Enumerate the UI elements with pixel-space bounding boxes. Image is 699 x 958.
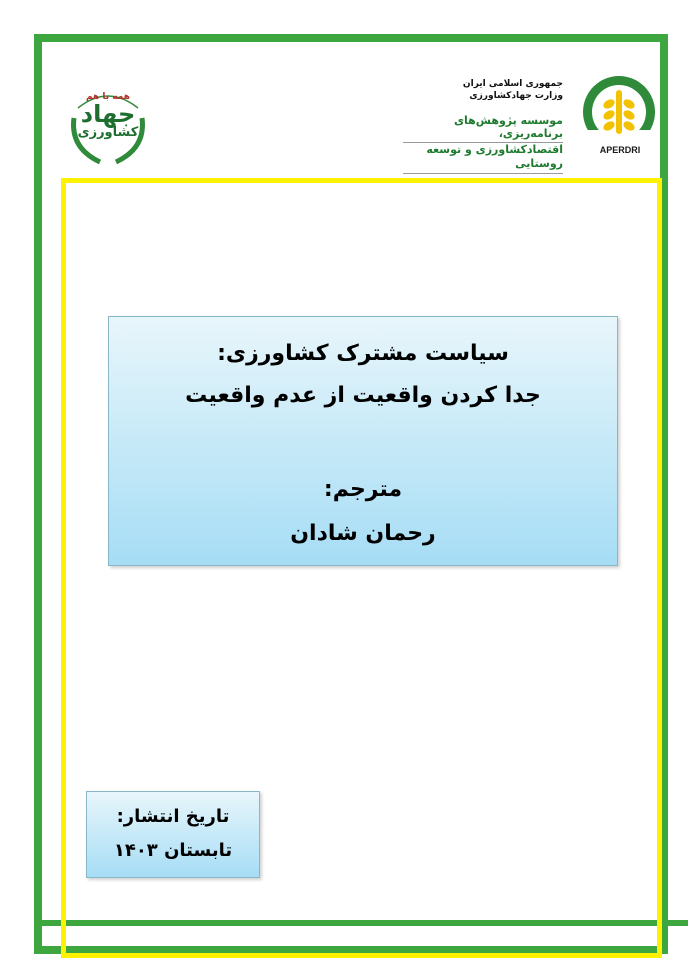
publication-date-label: تاریخ انتشار: <box>116 806 230 827</box>
publication-date-box <box>86 791 260 878</box>
organization-header <box>403 78 563 174</box>
title-box <box>108 316 618 566</box>
translator-label: مترجم: <box>323 477 403 502</box>
logo-left-main: جهاد <box>80 100 136 128</box>
document-title-line2: جدا کردن واقعیت از عدم واقعیت <box>185 383 541 408</box>
jahad-keshavarzi-wreath-logo-icon <box>60 78 156 174</box>
institute-name-line2: اقتصادکشاورزی و توسعه روستایی <box>403 143 563 174</box>
document-title-line1: سیاست مشترک کشاورزی: <box>217 341 509 366</box>
aperdri-caption: APERDRI <box>599 145 641 155</box>
logo-left-sub: کشاورزی <box>77 125 139 140</box>
logo-left-slogan: همه با هم <box>85 92 131 102</box>
org-country: جمهوری اسلامی ایران <box>462 79 563 89</box>
translator-name: رحمان شادان <box>290 521 436 546</box>
publication-date-value: تابستان ۱۴۰۳ <box>113 840 233 861</box>
org-ministry: وزارت جهادکشاورزی <box>469 91 563 101</box>
institute-name-line1: موسسه پژوهش‌های برنامه‌ریزی، <box>403 114 563 143</box>
